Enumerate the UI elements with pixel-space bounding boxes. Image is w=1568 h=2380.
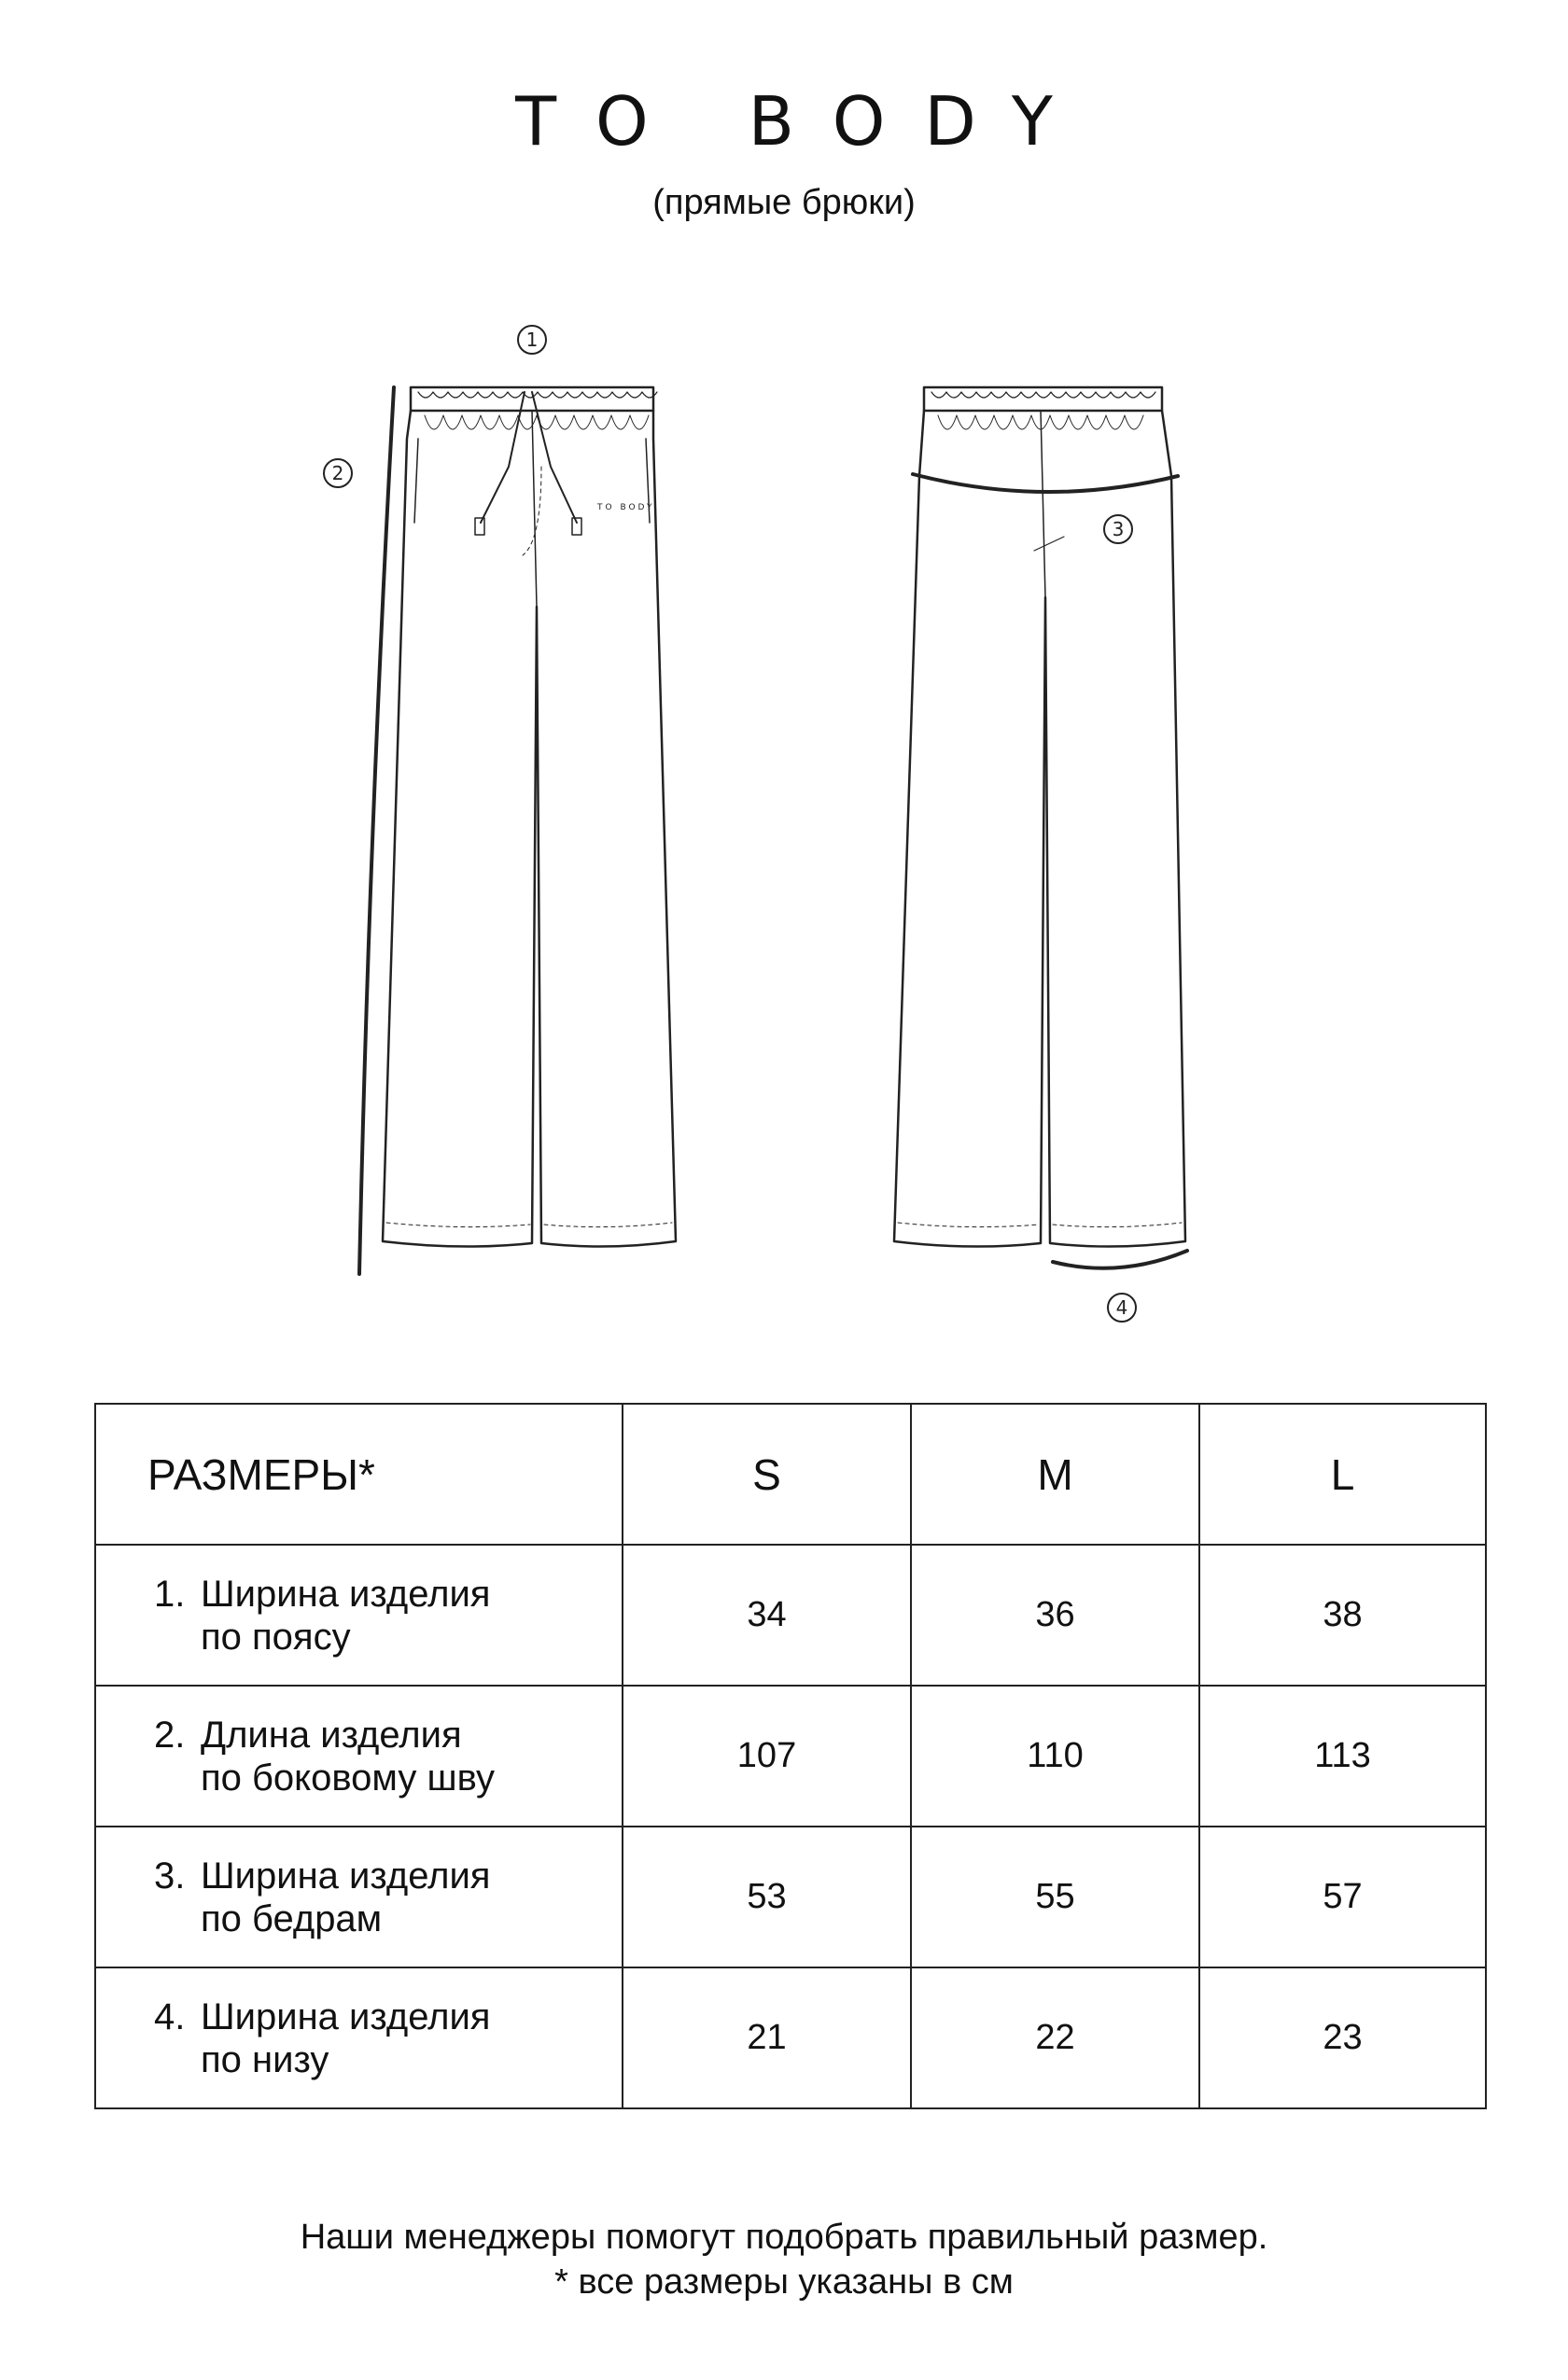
front-view-pants [383,387,676,1247]
size-table [94,1403,1487,2109]
marker-2 [324,459,352,487]
cell-value: 38 [1199,1545,1486,1686]
front-hem-stitch-right [544,1223,672,1227]
cell-value: 53 [623,1827,911,1967]
row-label: 2. Длина изделия по боковому шву [95,1686,623,1827]
back-waistband-gathers [931,392,1155,398]
cell-value: 21 [623,1967,911,2108]
cell-value: 22 [911,1967,1199,2108]
drawstring-tip-left [475,518,484,535]
hem-width-line [1053,1251,1187,1268]
marker-1 [518,326,546,354]
table-row [95,1545,1486,1686]
fly-stitch [523,467,541,555]
cell-value: 34 [623,1545,911,1686]
size-header-l: L [1199,1404,1486,1545]
size-header-s: S [623,1404,911,1545]
back-hem-stitch-left [898,1223,1039,1227]
table-row [95,1967,1486,2108]
svg-text:4: 4 [1115,1296,1128,1319]
front-center-seam [532,411,537,607]
back-hem-stitch-right [1053,1223,1182,1227]
back-body-outline [894,411,1185,1247]
front-body-outline [383,411,676,1247]
cell-value: 110 [911,1686,1199,1827]
svg-text:3: 3 [1112,518,1125,540]
back-seat-dart [1034,537,1064,551]
cell-value: 36 [911,1545,1199,1686]
svg-text:2: 2 [331,462,344,484]
back-waistband [924,387,1162,411]
cell-value: 55 [911,1827,1199,1967]
cell-value: 57 [1199,1827,1486,1967]
waist-tag-text: TO BODY [597,503,655,512]
front-gathers-ruffle [425,415,649,429]
row-label: 1. Ширина изделия по поясу [95,1545,623,1686]
svg-text:1: 1 [525,329,539,351]
back-center-seam [1041,411,1045,597]
brand-title: TO BODY [515,82,1092,161]
cell-value: 23 [1199,1967,1486,2108]
back-view-pants [894,387,1185,1247]
row-label: 3. Ширина изделия по бедрам [95,1827,623,1967]
front-hem-stitch-left [386,1223,530,1227]
table-row [95,1827,1486,1967]
size-table-header-row [95,1404,1486,1545]
pants-technical-drawing [280,308,1288,1344]
size-header-m: M [911,1404,1199,1545]
front-waistband-gathers [418,392,657,398]
size-table-header-label: РАЗМЕРЫ* [95,1404,623,1545]
footer-line-units: * все размеры указаны в см [554,2262,1014,2302]
side-length-line [359,387,394,1274]
row-label: 4. Ширина изделия по низу [95,1967,623,2108]
footer-note [0,2215,1568,2304]
product-subtitle: (прямые брюки) [652,183,916,222]
marker-3 [1104,515,1132,543]
footer-line-managers: Наши менеджеры помогут подобрать правильный размер. [300,2218,1268,2257]
table-row [95,1686,1486,1827]
hip-width-line [913,474,1178,492]
marker-4 [1108,1294,1136,1322]
front-waistband [411,387,653,411]
cell-value: 113 [1199,1686,1486,1827]
cell-value: 107 [623,1686,911,1827]
front-pocket-left [414,439,418,523]
